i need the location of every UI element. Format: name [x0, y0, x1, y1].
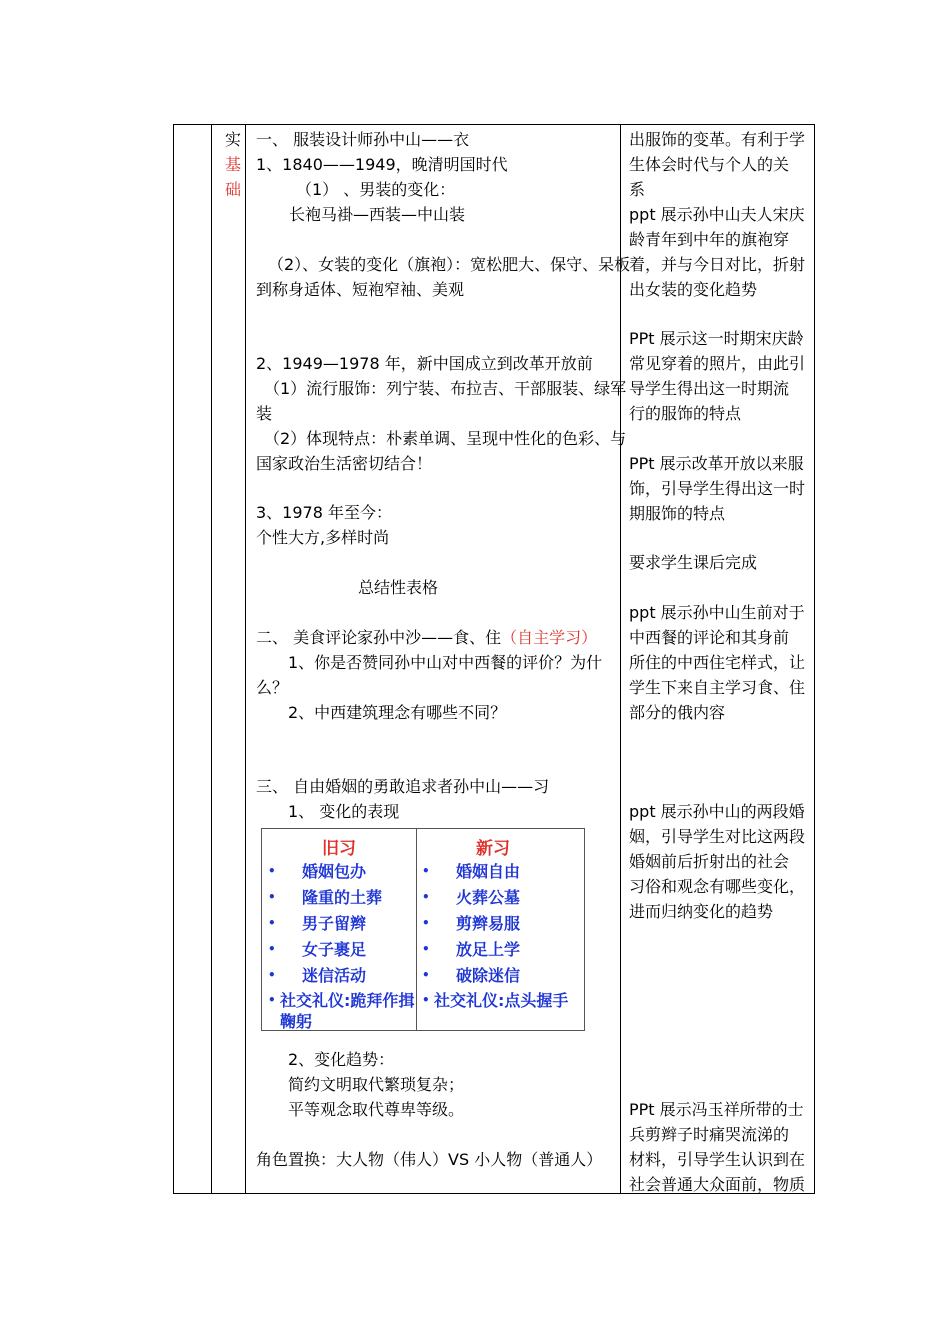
- section-3-changes-heading: 1、 变化的表现: [288, 802, 400, 821]
- note-line: 饰，引导学生得出这一时: [629, 479, 806, 498]
- section-3-title: 三、 自由婚姻的勇敢追求者孙中山——习: [256, 777, 550, 796]
- section-1-womenswear-line: 到称身适体、短袍窄袖、美观: [256, 280, 465, 299]
- section-3-trend-line: 简约文明取代繁琐复杂；: [288, 1075, 465, 1094]
- section-1-period-2: 2、1949—1978 年，新中国成立到改革开放前: [256, 354, 593, 373]
- note-line: ppt 展示孙中山的两段婚: [629, 802, 805, 821]
- bullet: •: [422, 916, 430, 930]
- section-1-menswear-heading: （1） 、男装的变化：: [296, 180, 456, 199]
- note-line: 系: [629, 180, 646, 199]
- note-line: 材料，引导学生认识到在: [629, 1150, 806, 1169]
- old-customs-header: 旧习: [322, 839, 356, 859]
- column-divider: [245, 125, 246, 1193]
- bullet: •: [422, 993, 430, 1007]
- note-line: 生体会时代与个人的关: [629, 155, 790, 174]
- customs-comparison-table: [261, 828, 585, 1031]
- bullet: •: [422, 864, 430, 878]
- section-1-features: （2）体现特点：朴素单调、呈现中性化的色彩、与: [264, 429, 627, 448]
- note-line: 所住的中西住宅样式，让: [629, 653, 806, 672]
- section-3-trend-heading: 2、变化趋势：: [288, 1050, 395, 1069]
- bullet: •: [422, 968, 430, 982]
- old-custom-item: 隆重的土葬: [302, 888, 383, 907]
- note-line: 学生下来自主学习食、住: [629, 678, 806, 697]
- role-swap-text: 角色置换：大人物（伟人）VS 小人物（普通人）: [256, 1150, 603, 1169]
- lesson-table: [173, 124, 815, 1194]
- note-line: 兵剪辫子时痛哭流涕的: [629, 1125, 790, 1144]
- old-custom-item: 男子留辫: [302, 914, 367, 933]
- section-2-question-1: 1、你是否赞同孙中山对中西餐的评价？为什: [288, 653, 603, 672]
- stage-label-line: 基: [224, 155, 241, 174]
- stage-label-line: 础: [224, 180, 241, 199]
- bullet: •: [422, 942, 430, 956]
- new-custom-item: 婚姻自由: [456, 862, 521, 881]
- section-1-period-3-detail: 个性大方,多样时尚: [256, 528, 390, 547]
- section-2-question-2: 2、中西建筑理念有哪些不同？: [288, 703, 507, 722]
- section-1-period-1: 1、1840——1949，晚清明国时代: [256, 155, 508, 174]
- summary-table-label: 总结性表格: [358, 578, 439, 597]
- new-custom-item: 社交礼仪:点头握手: [434, 991, 569, 1010]
- new-customs-header: 新习: [476, 839, 510, 859]
- section-1-popular-clothes: 装: [256, 404, 273, 423]
- note-line: 出服饰的变革。有利于学: [629, 130, 806, 149]
- section-1-features: 国家政治生活密切结合！: [256, 454, 433, 473]
- section-2-title: [256, 625, 597, 650]
- bullet: •: [268, 942, 276, 956]
- note-line: PPt 展示这一时期宋庆龄: [629, 329, 804, 348]
- self-study-note: （自主学习）: [501, 628, 598, 647]
- section-1-popular-clothes: （1）流行服饰：列宁装、布拉吉、干部服装、绿军: [264, 379, 627, 398]
- note-line: PPt 展示冯玉祥所带的士: [629, 1100, 804, 1119]
- column-divider: [211, 125, 212, 1193]
- old-custom-item: 社交礼仪:跪拜作揖: [280, 991, 415, 1010]
- bullet: •: [268, 968, 276, 982]
- customs-divider: [416, 829, 417, 1030]
- section-1-womenswear-line: （2）、女装的变化（旗袍）：宽松肥大、保守、呆板: [268, 255, 631, 274]
- note-line: 导学生得出这一时期流: [629, 379, 790, 398]
- column-divider: [620, 125, 621, 1193]
- new-custom-item: 破除迷信: [456, 966, 521, 985]
- note-line: ppt 展示孙中山夫人宋庆: [629, 205, 805, 224]
- old-custom-item: 迷信活动: [302, 966, 367, 985]
- new-custom-item: 火葬公墓: [456, 888, 521, 907]
- new-custom-item: 剪辫易服: [456, 914, 521, 933]
- section-2-question-1: 么？: [256, 678, 289, 697]
- note-line: 常见穿着的照片，由此引: [629, 354, 806, 373]
- note-line: 龄青年到中年的旗袍穿: [629, 230, 790, 249]
- bullet: •: [422, 890, 430, 904]
- old-custom-item: 女子裹足: [302, 940, 367, 959]
- note-line: 部分的俄内容: [629, 703, 726, 722]
- note-line: 出女装的变化趋势: [629, 280, 758, 299]
- old-custom-item: 婚姻包办: [302, 862, 367, 881]
- section-1-menswear-detail: 长袍马褂—西装—中山装: [289, 205, 466, 224]
- note-line: 中西餐的评论和其身前: [629, 628, 790, 647]
- note-line: PPt 展示改革开放以来服: [629, 454, 804, 473]
- note-line: 婚姻前后折射出的社会: [629, 852, 790, 871]
- section-1-period-3: 3、1978 年至今：: [256, 503, 392, 522]
- note-line: 行的服饰的特点: [629, 404, 742, 423]
- bullet: •: [268, 916, 276, 930]
- section-2-title-text: 二、 美食评论家孙中沙——食、住: [256, 628, 502, 647]
- section-1-title: 一、 服装设计师孙中山——衣: [256, 130, 470, 149]
- note-line: 进而归纳变化的趋势: [629, 902, 774, 921]
- note-line: 社会普通大众面前，物质: [629, 1175, 806, 1194]
- note-line: 姻，引导学生对比这两段: [629, 827, 806, 846]
- bullet: •: [268, 993, 276, 1007]
- old-custom-item: 鞠躬: [280, 1012, 313, 1031]
- bullet: •: [268, 890, 276, 904]
- new-custom-item: 放足上学: [456, 940, 521, 959]
- stage-label-line: 实: [224, 130, 241, 149]
- note-line: 期服饰的特点: [629, 504, 726, 523]
- note-line: 习俗和观念有哪些变化，: [629, 877, 806, 896]
- section-3-trend-line: 平等观念取代尊卑等级。: [288, 1100, 465, 1119]
- note-line: ppt 展示孙中山生前对于: [629, 603, 805, 622]
- note-line: 要求学生课后完成: [629, 553, 758, 572]
- note-line: 着，并与今日对比，折射: [629, 255, 806, 274]
- bullet: •: [268, 864, 276, 878]
- stage-label: [218, 127, 248, 202]
